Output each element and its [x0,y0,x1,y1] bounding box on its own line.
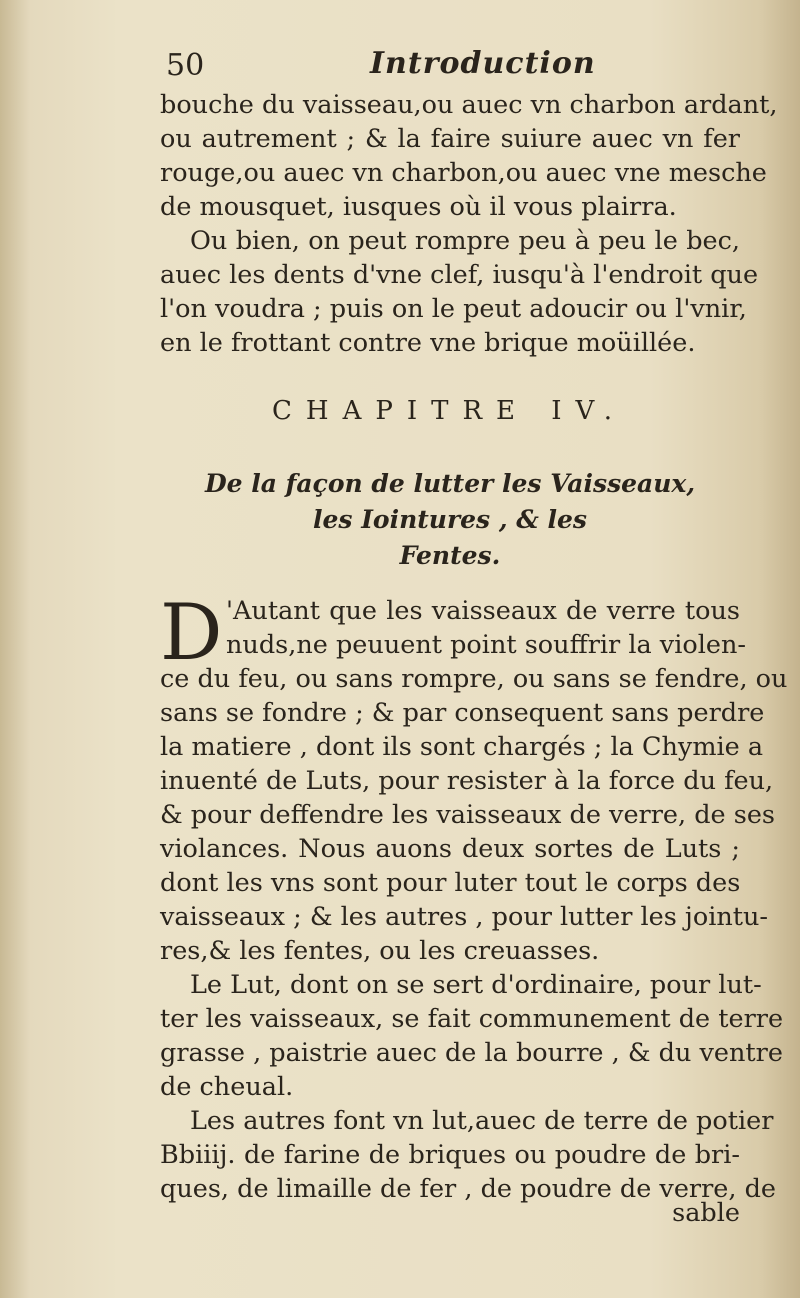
text-line: de mousquet, iusques où il vous plairra. [160,192,677,222]
text-line: Le Lut, dont on se sert d'ordinaire, pour lut- [190,970,762,1000]
text-line: vaisseaux ; & les autres , pour lutter les jointu- [160,902,769,932]
running-head [160,44,740,84]
text-line: auec les dents d'vne clef, iusqu'à l'endroit que [160,260,759,290]
text-line: l'on voudra ; puis on le peut adoucir ou l'vnir, [160,294,747,324]
text-line: Bbiiij. de farine de briques ou poudre de bri- [160,1140,740,1170]
page-number: 50 [166,48,205,83]
top-paragraph [160,88,778,360]
text-line: sans se fondre ; & par consequent sans perdre [160,698,765,728]
text-line: 'Autant que les vaisseaux de verre tous [226,596,740,626]
text-line: dont les vns sont pour luter tout le corps des [160,868,741,898]
text-line: ce du feu, ou sans rompre, ou sans se fendre, ou [160,664,788,694]
text-line: nuds,ne peuuent point souffrir la violen- [226,630,746,660]
text-line: violances. Nous auons deux sortes de Luts ; [160,834,740,864]
catchword: sable [672,1198,740,1228]
text-line: bouche du vaisseau,ou auec vn charbon ardant, [160,90,778,120]
text-line: rouge,ou auec vn charbon,ou auec vne mesche [160,158,767,188]
body-paragraph [160,662,788,1206]
drop-cap-lines [226,594,746,662]
subtitle-line: Fentes. [399,541,501,570]
text-line: ques, de limaille de fer , de poudre de verre, de [160,1174,777,1204]
text-line: Les autres font vn lut,auec de terre de potier [190,1106,774,1136]
text-line: Ou bien, on peut rompre peu à peu le bec, [190,226,740,256]
chapter-subtitle [160,466,740,574]
text-line: de cheual. [160,1072,294,1102]
text-line: ou autrement ; & la faire suiure auec vn fer [160,124,740,154]
text-line: grasse , paistrie auec de la bourre , & du ventre [160,1038,783,1068]
text-line: & pour deffendre les vaisseaux de verre, de ses [160,800,776,830]
drop-cap: D [160,588,223,678]
text-line: en le frottant contre vne brique moüillée. [160,328,696,358]
subtitle-line: les Iointures , & les [313,505,587,534]
text-line: res,& les fentes, ou les creuasses. [160,936,600,966]
running-title: Introduction [370,46,596,81]
text-line: ter les vaisseaux, se fait communement de terre [160,1004,784,1034]
subtitle-line: De la façon de lutter les Vaisseaux, [204,469,696,498]
text-line: inuenté de Luts, pour resister à la force du feu, [160,766,774,796]
chapter-heading: CHAPITRE IV. [272,396,627,426]
text-line: la matiere , dont ils sont chargés ; la Chymie a [160,732,764,762]
